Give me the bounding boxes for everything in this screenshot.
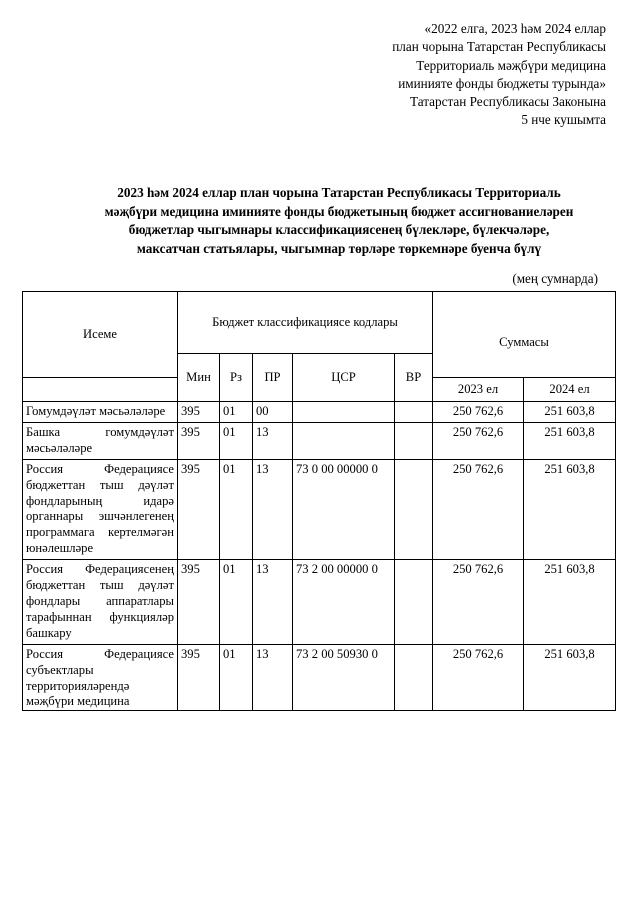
header-name: Исеме (23, 292, 178, 378)
row-pr: 13 (253, 459, 293, 559)
title-line: мәҗбүри медицина иминияте фонды бюджетының бюджет ассигнованиеләрен (104, 203, 574, 219)
row-name: Башка гомумдәүләт мәсьәләләре (23, 422, 178, 459)
row-rz: 01 (220, 459, 253, 559)
header-pr: ПР (253, 354, 293, 402)
row-sum-2024: 251 603,8 (524, 644, 616, 710)
title-line: бюджетлар чыгымнары классификациясенең бүлекләре, бүлекчәләре, (128, 222, 550, 237)
document-title (56, 184, 622, 258)
row-name-cell (23, 644, 178, 710)
header-year-2023: 2023 ел (433, 378, 524, 402)
row-csr (293, 402, 395, 423)
header-year-2024: 2024 ел (524, 378, 616, 402)
row-min: 395 (178, 560, 220, 645)
row-vr (395, 560, 433, 645)
row-csr: 73 2 00 50930 0 (293, 644, 395, 710)
header-budget-codes: Бюджет классификациясе кодлары (178, 292, 433, 354)
table-row (23, 402, 616, 423)
row-rz: 01 (220, 644, 253, 710)
table-row (23, 560, 616, 645)
law-reference-line: Территориаль мәҗбүри медицина (416, 57, 606, 73)
row-vr (395, 644, 433, 710)
row-vr (395, 402, 433, 423)
row-sum-2023: 250 762,6 (433, 459, 524, 559)
budget-allocation-table (22, 291, 616, 711)
row-sum-2024: 251 603,8 (524, 459, 616, 559)
appendix-number: 5 нче кушымта (521, 112, 606, 128)
law-reference-line: Татарстан Республикасы Законына (410, 94, 606, 110)
row-sum-2024: 251 603,8 (524, 560, 616, 645)
law-reference-line: «2022 елга, 2023 һәм 2024 еллар (424, 21, 606, 36)
row-csr: 73 0 00 00000 0 (293, 459, 395, 559)
row-pr: 13 (253, 560, 293, 645)
row-sum-2023: 250 762,6 (433, 422, 524, 459)
header-sum: Суммасы (433, 292, 616, 378)
header-name-continuation (23, 378, 178, 402)
row-min: 395 (178, 459, 220, 559)
row-sum-2024: 251 603,8 (524, 402, 616, 423)
row-min: 395 (178, 422, 220, 459)
row-pr: 13 (253, 422, 293, 459)
row-name: Россия Федерациясенең бюджеттан тыш дәүләт фондлары аппаратлары тарафыннан функцияләр башкару (23, 560, 178, 645)
row-rz: 01 (220, 560, 253, 645)
row-pr: 00 (253, 402, 293, 423)
table-row (23, 459, 616, 559)
header-rz: Рз (220, 354, 253, 402)
row-sum-2023: 250 762,6 (433, 402, 524, 423)
table-row (23, 644, 616, 710)
row-vr (395, 422, 433, 459)
title-line: максатчан статьялары, чыгымнар төрләре төркемнәре буенча бүлү (136, 240, 542, 256)
header-csr: ЦСР (293, 354, 395, 402)
units-note: (мең сумнарда) (512, 271, 598, 286)
row-csr (293, 422, 395, 459)
row-name: Гомумдәүләт мәсьәләләре (23, 402, 178, 423)
row-rz: 01 (220, 422, 253, 459)
row-name: Россия Федерациясе бюджеттан тыш дәүләт фондларының идарә органнары эшчәнлегенең программага кертелмәгән юнәлешләре (23, 459, 178, 559)
row-sum-2023: 250 762,6 (433, 560, 524, 645)
row-min: 395 (178, 644, 220, 710)
title-line: 2023 һәм 2024 еллар план чорына Татарстан Республикасы Территориаль (117, 185, 561, 200)
law-reference-block (392, 20, 606, 130)
table-row (23, 422, 616, 459)
row-min: 395 (178, 402, 220, 423)
law-reference-line: иминияте фонды бюджеты турында» (398, 75, 606, 91)
header-min: Мин (178, 354, 220, 402)
row-sum-2023: 250 762,6 (433, 644, 524, 710)
row-csr: 73 2 00 00000 0 (293, 560, 395, 645)
row-pr: 13 (253, 644, 293, 710)
row-rz: 01 (220, 402, 253, 423)
row-vr (395, 459, 433, 559)
header-vr: ВР (395, 354, 433, 402)
row-sum-2024: 251 603,8 (524, 422, 616, 459)
law-reference-line: план чорына Татарстан Республикасы (392, 39, 606, 55)
row-name: Россия Федерациясе субъектлары территорияләрендә мәҗбүри медицина (26, 646, 174, 708)
